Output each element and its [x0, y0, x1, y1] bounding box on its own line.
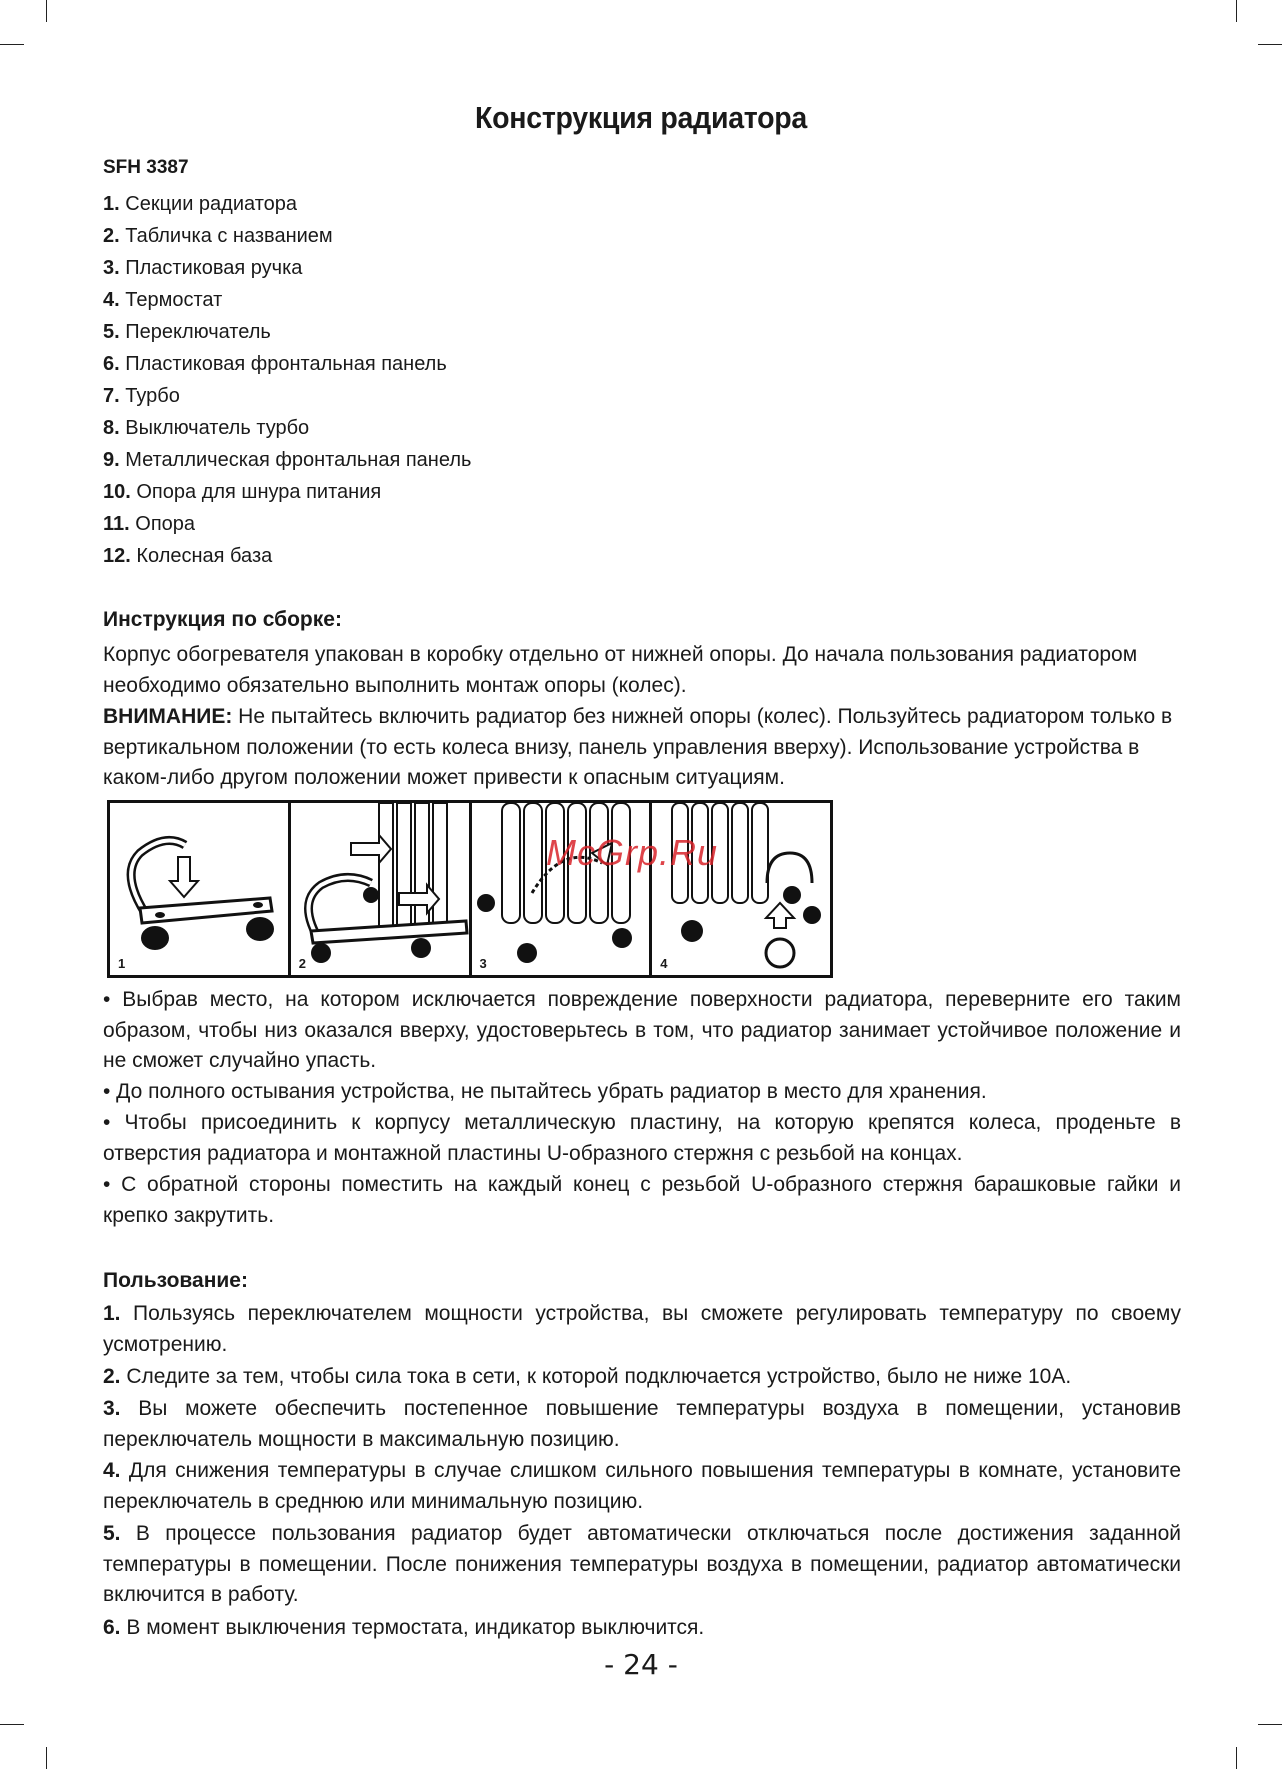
- crop-mark: [0, 44, 24, 45]
- item-number: 6.: [103, 353, 120, 375]
- panel-number: 1: [118, 956, 126, 971]
- figure-panel: [652, 803, 830, 975]
- list-item: [103, 284, 471, 316]
- list-item: [103, 444, 471, 476]
- warning-label: ВНИМАНИЕ:: [103, 705, 233, 728]
- page-number: - 24 -: [604, 1648, 678, 1681]
- crop-mark: [0, 1724, 24, 1725]
- item-text: Для снижения температуры в случае слишком сильного повышения температуры в комнате, установите переключатель в среднюю или минимальную позицию.: [103, 1459, 1181, 1513]
- item-label: Секции радиатора: [125, 193, 297, 215]
- list-item: [103, 380, 471, 412]
- usage-item: [103, 1613, 1181, 1644]
- item-number: 6.: [103, 1616, 121, 1639]
- panel-number: 2: [298, 956, 306, 971]
- item-label: Пластиковая фронтальная панель: [125, 353, 447, 375]
- crop-mark: [46, 1747, 47, 1769]
- list-item: [103, 540, 471, 572]
- warning-text: Не пытайтесь включить радиатор без нижней опоры (колес). Пользуйтесь радиатором только в вертикальном положении (то есть колеса внизу, панель управления вверху). Использование устройства в каком-либо другом положении может привести к опасным ситуациям.: [103, 705, 1173, 789]
- assembly-bullet: • С обратной стороны поместить на каждый конец с резьбой U-образного стержня барашковые гайки и крепко закрутить.: [103, 1173, 1181, 1227]
- item-number: 7.: [103, 385, 120, 407]
- assembly-intro: Корпус обогревателя упакован в коробку отдельно от нижней опоры. До начала пользования радиатором необходимо обязательно выполнить монтаж опоры (колес).: [103, 643, 1138, 697]
- crop-mark: [1236, 1747, 1237, 1769]
- item-number: 8.: [103, 417, 120, 439]
- usage-item: [103, 1299, 1181, 1360]
- wing-nut-illustration: [472, 803, 652, 975]
- list-item: [103, 476, 471, 508]
- item-number: 11.: [103, 513, 130, 535]
- usage-item: [103, 1456, 1181, 1517]
- item-label: Опора для шнура питания: [136, 481, 382, 503]
- figure-panel: [472, 803, 653, 975]
- crop-mark: [1258, 44, 1282, 45]
- item-number: 5.: [103, 321, 120, 343]
- list-item: [103, 348, 471, 380]
- item-label: Переключатель: [125, 321, 271, 343]
- turn-over-radiator-illustration: [652, 803, 830, 975]
- item-label: Табличка с названием: [125, 225, 333, 247]
- item-number: 4.: [103, 289, 120, 311]
- assembly-bullet: • Чтобы присоединить к корпусу металлическую пластину, на которую крепятся колеса, проденьте в отверстия радиатора и монтажной пластины U-образного стержня с резьбой на концах.: [103, 1111, 1181, 1165]
- item-number: 9.: [103, 449, 120, 471]
- item-text: В момент выключения термостата, индикатор выключится.: [120, 1616, 705, 1639]
- item-number: 10.: [103, 481, 131, 503]
- watermark: McGrp.Ru: [546, 832, 719, 873]
- item-number: 1.: [103, 193, 120, 215]
- assembly-figure: [107, 800, 833, 978]
- item-text: Вы можете обеспечить постепенное повышение температуры воздуха в помещении, установив переключатель мощности в максимальную позицию.: [103, 1397, 1181, 1451]
- list-item: [103, 412, 471, 444]
- item-number: 3.: [103, 257, 120, 279]
- figure-panel: [291, 803, 472, 975]
- item-label: Турбо: [125, 385, 180, 407]
- list-item: [103, 316, 471, 348]
- model-number: SFH 3387: [103, 157, 189, 178]
- crop-mark: [46, 0, 47, 22]
- usage-item: [103, 1519, 1181, 1611]
- assembly-bullet: • Выбрав место, на котором исключается повреждение поверхности радиатора, переверните его таким образом, чтобы низ оказался вверху, удостоверьтесь в том, что радиатор занимает устойчивое положение и не сможет случайно упасть.: [103, 988, 1181, 1072]
- usage-item: [103, 1362, 1181, 1393]
- item-number: 2.: [103, 225, 120, 247]
- crop-mark: [1236, 0, 1237, 22]
- item-text: Следите за тем, чтобы сила тока в сети, к которой подключается устройство, было не ниже 10А.: [120, 1365, 1072, 1388]
- parts-list: [103, 188, 471, 572]
- item-number: 4.: [103, 1459, 121, 1482]
- panel-number: 3: [479, 956, 487, 971]
- panel-number: 4: [660, 956, 668, 971]
- u-bolt-illustration: [110, 803, 290, 975]
- assembly-heading: Инструкция по сборке:: [103, 608, 342, 631]
- page-title: Конструкция радиатора: [475, 100, 807, 135]
- item-text: В процессе пользования радиатор будет автоматически отключаться после достижения заданной температуры в помещении. После понижения температуры воздуха в помещении, радиатор автоматически включится в работу.: [103, 1522, 1181, 1606]
- item-number: 3.: [103, 1397, 121, 1420]
- assembly-bullet: • До полного остывания устройства, не пытайтесь убрать радиатор в место для хранения.: [103, 1080, 987, 1103]
- item-number: 2.: [103, 1365, 121, 1388]
- usage-item: [103, 1394, 1181, 1455]
- usage-heading: Пользование:: [103, 1269, 248, 1292]
- crop-mark: [1258, 1724, 1282, 1725]
- warning-paragraph: [103, 702, 1181, 794]
- list-item: [103, 252, 471, 284]
- item-number: 5.: [103, 1522, 121, 1545]
- item-label: Металлическая фронтальная панель: [125, 449, 472, 471]
- list-item: [103, 508, 471, 540]
- item-label: Колесная база: [136, 545, 273, 567]
- item-number: 12.: [103, 545, 131, 567]
- item-label: Термостат: [125, 289, 223, 311]
- item-label: Опора: [135, 513, 196, 535]
- item-number: 1.: [103, 1302, 121, 1325]
- radiator-upside-down-illustration: [291, 803, 471, 975]
- item-label: Пластиковая ручка: [125, 257, 303, 279]
- item-label: Выключатель турбо: [125, 417, 310, 439]
- list-item: [103, 220, 471, 252]
- list-item: [103, 188, 471, 220]
- item-text: Пользуясь переключателем мощности устройства, вы сможете регулировать температуру по своему усмотрению.: [103, 1302, 1181, 1356]
- figure-panel: [110, 803, 291, 975]
